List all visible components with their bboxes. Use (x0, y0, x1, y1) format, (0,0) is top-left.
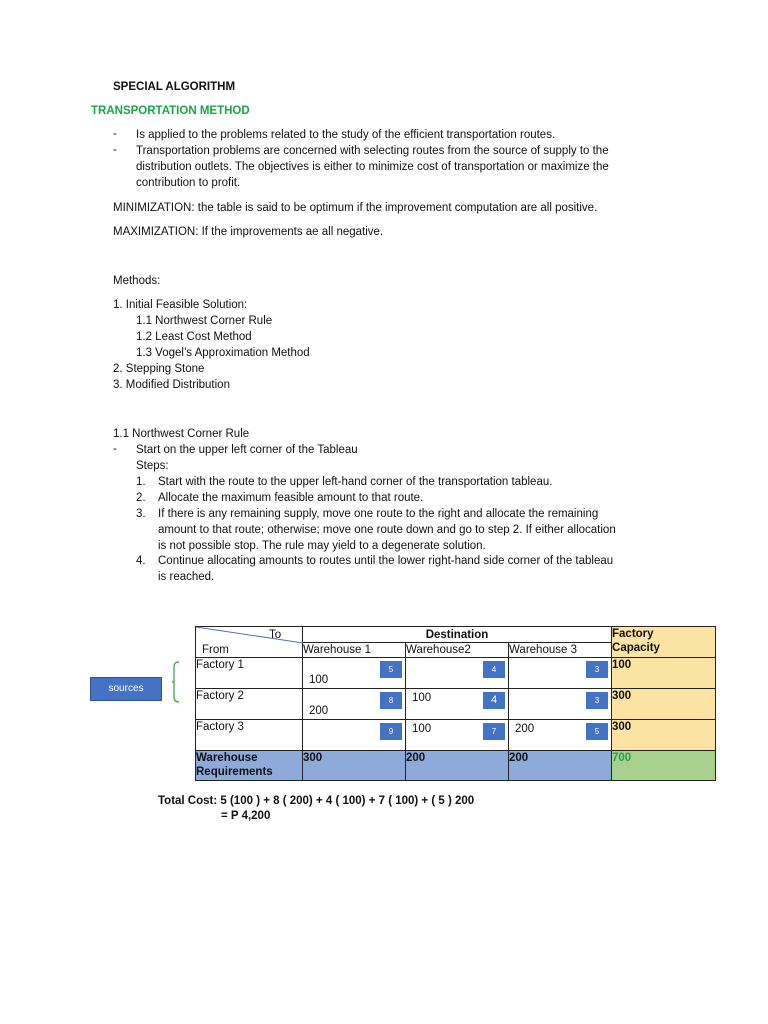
route-cell (509, 689, 612, 720)
to-label: To (269, 629, 282, 641)
bullet-text: contribution to profit. (136, 177, 241, 189)
bullet-dash: - (113, 128, 117, 140)
nw-bullet: Start on the upper left corner of the Tableau (136, 444, 358, 456)
step-text: Start with the route to the upper left-hand corner of the transportation tableau. (158, 476, 553, 488)
method-item: 1.2 Least Cost Method (136, 331, 252, 343)
cost-badge: 4 (483, 661, 505, 678)
table-row (196, 658, 716, 689)
bracket-icon (171, 661, 181, 703)
table-row (196, 689, 716, 720)
method-item: 3. Modified Distribution (113, 379, 230, 391)
total-cost-line: Total Cost: 5 (100 ) + 8 ( 200) + 4 ( 100) + 7 ( 100) + ( 5 ) 200 (158, 795, 475, 807)
method-item: 2. Stepping Stone (113, 363, 205, 375)
allocation-value: 200 (309, 705, 329, 717)
cost-badge: 8 (380, 692, 402, 709)
cost-badge: 3 (586, 661, 608, 678)
methods-heading: Methods: (113, 275, 161, 287)
cost-badge: 9 (380, 723, 402, 740)
allocation-value: 100 (309, 674, 329, 686)
factory-capacity-header (612, 627, 716, 658)
from-label: From (202, 644, 229, 656)
route-cell (406, 689, 509, 720)
bullet-dash: - (113, 443, 117, 455)
warehouse-header: Warehouse 1 (303, 643, 406, 658)
cost-badge: 3 (586, 692, 608, 709)
cost-badge: 4 (483, 692, 505, 709)
nw-heading: 1.1 Northwest Corner Rule (113, 428, 250, 440)
factory-name: Factory 1 (196, 658, 303, 689)
bullet-text: distribution outlets. The objectives is either to minimize cost of transportation or maximize the (136, 161, 609, 173)
requirements-label-line: Warehouse (196, 752, 258, 764)
method-item: 1. Initial Feasible Solution: (113, 299, 248, 311)
method-item: 1.1 Northwest Corner Rule (136, 315, 273, 327)
bullet-text: Transportation problems are concerned with selecting routes from the source of supply to the (136, 145, 609, 157)
cost-badge: 5 (380, 661, 402, 678)
step-number: 4. (136, 555, 146, 567)
route-cell (509, 658, 612, 689)
allocation-value: 200 (515, 723, 535, 735)
step-number: 3. (136, 508, 146, 520)
transportation-tableau (195, 626, 716, 781)
capacity-value: 300 (612, 689, 716, 720)
to-from-header-cell (196, 627, 303, 658)
allocation-value: 100 (412, 692, 432, 704)
doc-subtitle: TRANSPORTATION METHOD (91, 105, 250, 117)
step-number: 2. (136, 492, 146, 504)
steps-label: Steps: (136, 460, 169, 472)
bullet-dash: - (113, 144, 117, 156)
step-text: is reached. (158, 571, 215, 583)
capacity-value: 300 (612, 720, 716, 751)
factory-name: Factory 2 (196, 689, 303, 720)
cost-badge: 5 (586, 723, 608, 740)
route-cell (406, 720, 509, 751)
route-cell (406, 658, 509, 689)
factory-name: Factory 3 (196, 720, 303, 751)
capacity-header-line: Capacity (612, 642, 660, 654)
capacity-value: 100 (612, 658, 716, 689)
table-row (196, 720, 716, 751)
maximization-text: MAXIMIZATION: If the improvements ae all negative. (113, 226, 384, 238)
requirement-value: 200 (509, 751, 612, 781)
warehouse-header: Warehouse2 (406, 643, 509, 658)
requirements-label (196, 751, 303, 781)
route-cell (509, 720, 612, 751)
step-text: Allocate the maximum feasible amount to that route. (158, 492, 424, 504)
method-item: 1.3 Vogel’s Approximation Method (136, 347, 310, 359)
allocation-value: 100 (412, 723, 432, 735)
doc-title: SPECIAL ALGORITHM (113, 81, 236, 93)
total-capacity: 700 (612, 751, 716, 781)
requirement-value: 200 (406, 751, 509, 781)
total-cost-result: = P 4,200 (221, 810, 271, 822)
sources-label: sources (90, 677, 162, 701)
step-text: Continue allocating amounts to routes until the lower right-hand side corner of the tableau (158, 555, 614, 567)
route-cell (303, 720, 406, 751)
route-cell (303, 658, 406, 689)
step-text: is not possible stop. The rule may yield to a degenerate solution. (158, 540, 486, 552)
cost-badge: 7 (483, 723, 505, 740)
step-text: If there is any remaining supply, move one route to the right and allocate the remaining (158, 508, 599, 520)
requirements-label-line: Requirements (196, 766, 273, 778)
route-cell (303, 689, 406, 720)
requirement-value: 300 (303, 751, 406, 781)
destination-header: Destination (303, 627, 612, 643)
bullet-text: Is applied to the problems related to the study of the efficient transportation routes. (136, 129, 556, 141)
capacity-header-line: Factory (612, 628, 654, 640)
minimization-text: MINIMIZATION: the table is said to be optimum if the improvement computation are all positive. (113, 202, 598, 214)
warehouse-header: Warehouse 3 (509, 643, 612, 658)
step-number: 1. (136, 476, 146, 488)
step-text: amount to that route; otherwise; move one route down and go to step 2. If either allocation (158, 524, 616, 536)
requirements-row (196, 751, 716, 781)
